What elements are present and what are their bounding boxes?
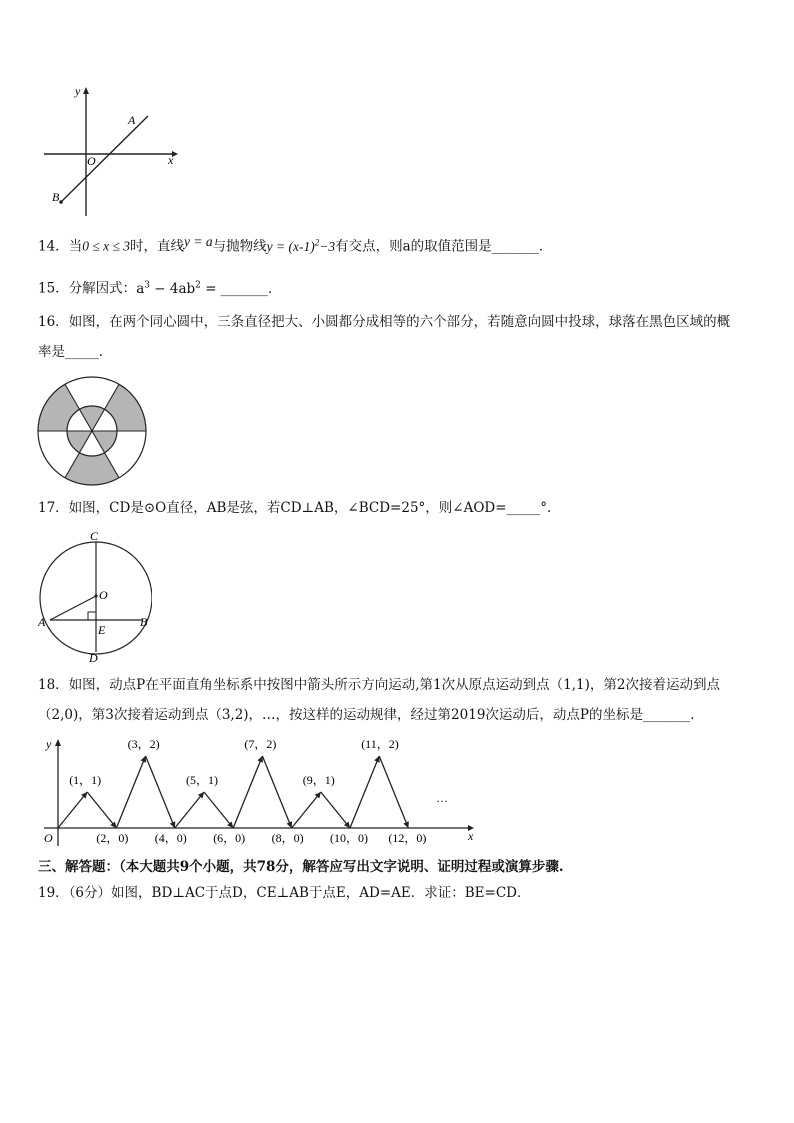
path-segment bbox=[116, 756, 145, 828]
label-d: D bbox=[89, 651, 98, 664]
point-label-bottom: (10，0) bbox=[330, 831, 368, 845]
line-ab bbox=[61, 116, 148, 202]
point-label-top: (9，1) bbox=[302, 773, 335, 787]
y-axis-label: y bbox=[46, 737, 52, 751]
point-label-bottom: (6，0) bbox=[213, 831, 246, 845]
x-axis-label: x bbox=[468, 829, 474, 843]
question-17 bbox=[38, 498, 561, 518]
question-15 bbox=[38, 275, 282, 299]
text-part: 时，直线 bbox=[130, 238, 184, 255]
path-segment bbox=[262, 756, 291, 828]
point-label-bottom: (2，0) bbox=[96, 831, 129, 845]
shaded-outer-sector bbox=[65, 453, 119, 485]
question-text: 如图，动点P在平面直角坐标系中按图中箭头所示方向运动,第1次从原点运动到点（1,1)，第2次接着运动到点 bbox=[68, 677, 720, 693]
parabola-tail: −3 bbox=[319, 238, 336, 254]
section-text: 三、解答题：（本大题共9个小题，共78分，解答应写出文字说明、证明过程或演算步骤. bbox=[38, 859, 564, 875]
question-number: 14． bbox=[38, 238, 69, 255]
path-segment bbox=[175, 792, 204, 828]
figure-line-ab bbox=[38, 84, 188, 220]
section-3-heading bbox=[38, 857, 564, 877]
question-number: 19． bbox=[38, 885, 69, 901]
parabola-exponent: 2 bbox=[314, 237, 320, 247]
point-label-top: (1，1) bbox=[69, 773, 102, 787]
path-segment bbox=[87, 792, 116, 828]
text-part: 当 bbox=[68, 238, 83, 255]
segment-ao bbox=[50, 596, 96, 620]
question-text: （2,0)，第3次接着运动到点（3,2)，…，按这样的运动规律，经过第2019次运动后，动点P的坐标是_______． bbox=[38, 707, 704, 723]
text-part: 与抛物线 bbox=[212, 238, 267, 255]
point-label-bottom: (8，0) bbox=[271, 831, 304, 845]
shaded-outer-sector bbox=[105, 384, 147, 431]
y-axis-arrow bbox=[55, 739, 61, 746]
right-angle-mark bbox=[88, 612, 96, 620]
label-e: E bbox=[98, 623, 106, 637]
shaded-inner-sector bbox=[67, 431, 92, 453]
line-math: y = a bbox=[184, 233, 213, 249]
path-segment bbox=[379, 756, 408, 828]
label-a: A bbox=[38, 615, 46, 629]
question-number: 18． bbox=[38, 677, 69, 693]
shaded-inner-sector bbox=[92, 431, 117, 453]
point-o bbox=[94, 594, 97, 597]
question-19 bbox=[38, 883, 531, 903]
y-axis-arrow bbox=[83, 87, 89, 94]
path-segment bbox=[233, 756, 262, 828]
point-label-top: (7，2) bbox=[244, 737, 277, 751]
shaded-inner-sector bbox=[80, 406, 105, 431]
question-number: 17． bbox=[38, 500, 69, 516]
question-text: 如图，在两个同心圆中，三条直径把大、小圆都分成相等的六个部分，若随意向圆中投球，球落在黑色区域的概 bbox=[68, 314, 731, 330]
question-text: 如图，CD是⊙O直径，AB是弦，若CD⊥AB，∠BCD=25°，则∠AOD=_____°． bbox=[68, 500, 561, 516]
question-16-line-1 bbox=[38, 312, 730, 332]
expr-a: a bbox=[136, 280, 145, 297]
point-label-bottom: (12，0) bbox=[388, 831, 427, 845]
y-axis-label: y bbox=[75, 84, 81, 98]
factor-expression bbox=[136, 281, 281, 297]
origin-label: O bbox=[87, 154, 96, 168]
figure-circle-chord bbox=[36, 528, 152, 664]
point-a-label: A bbox=[128, 113, 136, 127]
point-label-bottom: (4，0) bbox=[154, 831, 187, 845]
point-b bbox=[59, 200, 63, 204]
point-label-top: (3，2) bbox=[127, 737, 160, 751]
question-14 bbox=[38, 232, 552, 257]
path-segment bbox=[350, 756, 379, 828]
text-part: 分解因式： bbox=[68, 280, 137, 297]
question-number: 15． bbox=[38, 280, 69, 297]
expr-c: = _______． bbox=[200, 280, 282, 297]
expr-b: − 4ab bbox=[149, 280, 196, 297]
parabola-base: y = (x-1) bbox=[266, 238, 315, 254]
x-axis-label: x bbox=[168, 153, 174, 167]
question-16-line-2 bbox=[38, 342, 112, 362]
figure-zigzag-path bbox=[36, 734, 482, 852]
label-b: B bbox=[140, 615, 148, 629]
question-18-line-2 bbox=[38, 705, 704, 725]
question-text: （6分）如图，BD⊥AC于点D，CE⊥AB于点E，AD=AE．求证：BE=CD． bbox=[68, 885, 531, 901]
condition-math: 0 ≤ x ≤ 3 bbox=[82, 238, 130, 254]
path-segment bbox=[146, 756, 175, 828]
question-text: 率是_____． bbox=[38, 344, 113, 360]
question-number: 16． bbox=[38, 314, 69, 330]
path-segment bbox=[204, 792, 233, 828]
exp-1: 3 bbox=[144, 280, 150, 290]
point-label-top: (11，2) bbox=[361, 737, 399, 751]
path-segment bbox=[58, 792, 87, 828]
ellipsis: … bbox=[436, 791, 448, 805]
point-label-top: (5，1) bbox=[186, 773, 218, 787]
path-segment bbox=[321, 792, 350, 828]
origin-label: O bbox=[44, 831, 53, 845]
figure-concentric-circles bbox=[36, 375, 148, 487]
label-c: C bbox=[90, 529, 99, 543]
exp-2: 2 bbox=[195, 280, 201, 290]
label-o: O bbox=[99, 588, 108, 602]
question-18-line-1 bbox=[38, 675, 720, 695]
shaded-outer-sector bbox=[38, 384, 80, 431]
parabola-math bbox=[267, 239, 335, 254]
text-part: 有交点，则a的取值范围是_______． bbox=[335, 238, 553, 255]
point-b-label: B bbox=[52, 190, 60, 204]
path-segment bbox=[292, 792, 321, 828]
